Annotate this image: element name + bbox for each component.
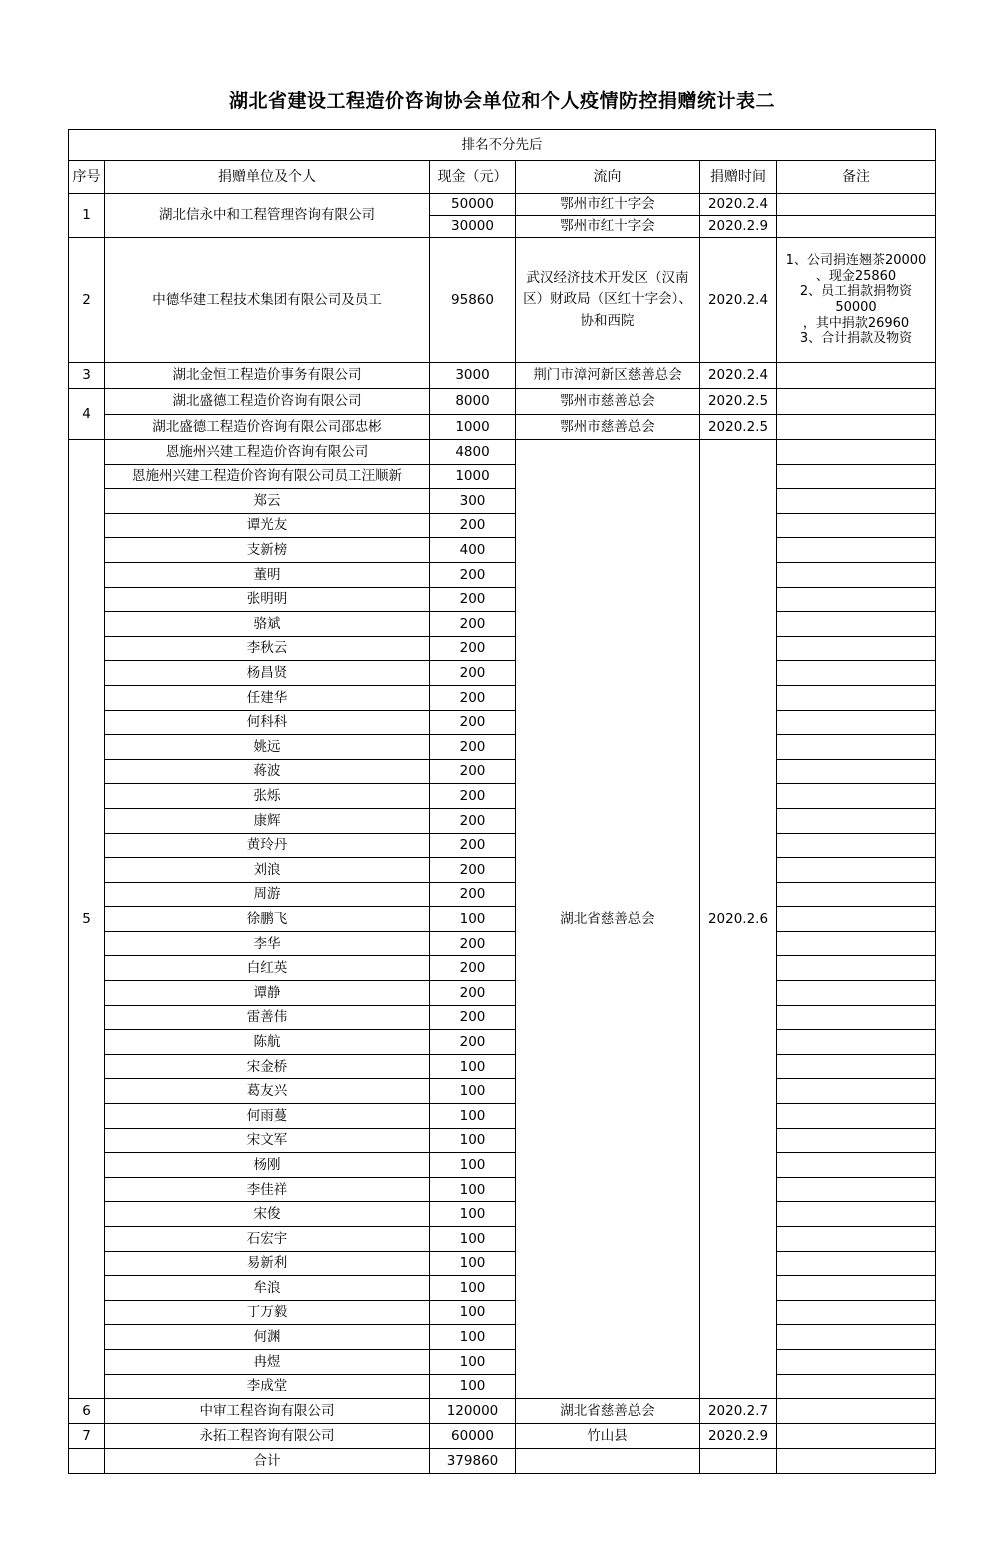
banner-row (69, 130, 936, 161)
donor-cell: 何科科 (105, 710, 430, 735)
remark-cell (777, 833, 936, 858)
table-row (69, 882, 936, 907)
donor-cell: 徐鹏飞 (105, 907, 430, 932)
table-row (69, 1104, 936, 1129)
donor-cell: 湖北盛德工程造价咨询有限公司 (105, 389, 430, 415)
remark-cell (777, 415, 936, 440)
remark-cell (777, 1300, 936, 1325)
cash-cell: 200 (430, 981, 516, 1006)
cash-cell: 100 (430, 1374, 516, 1399)
cash-cell: 4800 (430, 440, 516, 465)
table-row (69, 238, 936, 363)
date-cell (700, 1449, 777, 1474)
table-row (69, 194, 936, 216)
remark-line: 50000 (835, 300, 877, 315)
cash-cell: 200 (430, 833, 516, 858)
header-row (69, 161, 936, 194)
remark-cell (777, 759, 936, 784)
donation-table (68, 129, 936, 1474)
donor-cell: 李成堂 (105, 1374, 430, 1399)
remark-cell (777, 1079, 936, 1104)
donor-cell: 董明 (105, 562, 430, 587)
donor-cell: 骆斌 (105, 612, 430, 637)
remark-cell (777, 1030, 936, 1055)
remark-cell (777, 808, 936, 833)
donor-cell: 湖北盛德工程造价咨询有限公司邵忠彬 (105, 415, 430, 440)
donor-cell: 张烁 (105, 784, 430, 809)
date-cell: 2020.2.6 (700, 440, 777, 1399)
remark-cell (777, 1104, 936, 1129)
donor-cell: 刘浪 (105, 858, 430, 883)
donor-cell: 姚远 (105, 735, 430, 760)
destination-cell: 湖北省慈善总会 (516, 440, 700, 1399)
table-row (69, 1227, 936, 1252)
table-row (69, 440, 936, 465)
destination-cell: 鄂州市慈善总会 (516, 389, 700, 415)
seq-cell: 3 (69, 363, 105, 389)
table-row (69, 981, 936, 1006)
cash-cell: 95860 (430, 238, 516, 363)
cash-cell: 100 (430, 1054, 516, 1079)
cash-cell: 100 (430, 1251, 516, 1276)
destination-cell: 荆门市漳河新区慈善总会 (516, 363, 700, 389)
remark-cell (777, 389, 936, 415)
table-row (69, 1399, 936, 1424)
remark-cell (777, 882, 936, 907)
table-row (69, 858, 936, 883)
remark-cell (777, 1424, 936, 1449)
table-row (69, 1054, 936, 1079)
cash-cell: 200 (430, 636, 516, 661)
remark-cell (777, 562, 936, 587)
table-row (69, 956, 936, 981)
seq-cell: 4 (69, 389, 105, 440)
cash-cell: 200 (430, 513, 516, 538)
remark-cell (777, 1005, 936, 1030)
remark-cell (777, 1449, 936, 1474)
remark-cell (777, 440, 936, 465)
remark-line: 1、公司捐连翘茶20000 (785, 253, 927, 269)
cash-cell: 100 (430, 1276, 516, 1301)
table-row (69, 759, 936, 784)
cash-cell: 100 (430, 1128, 516, 1153)
donor-cell: 陈航 (105, 1030, 430, 1055)
remark-cell (777, 1325, 936, 1350)
cash-cell: 200 (430, 735, 516, 760)
donor-cell: 何渊 (105, 1325, 430, 1350)
table-row (69, 363, 936, 389)
donor-cell: 雷善伟 (105, 1005, 430, 1030)
table-row (69, 562, 936, 587)
cash-cell: 1000 (430, 415, 516, 440)
cash-cell: 100 (430, 907, 516, 932)
table-row (69, 1251, 936, 1276)
destination-cell: 竹山县 (516, 1424, 700, 1449)
header-seq: 序号 (69, 161, 105, 194)
table-row (69, 1374, 936, 1399)
table-row (69, 1005, 936, 1030)
remark-cell (777, 238, 936, 363)
cash-cell: 400 (430, 538, 516, 563)
cash-cell: 100 (430, 1153, 516, 1178)
table-row (69, 612, 936, 637)
cash-cell: 100 (430, 1325, 516, 1350)
cash-cell: 200 (430, 612, 516, 637)
remark-cell (777, 1251, 936, 1276)
cash-cell: 200 (430, 931, 516, 956)
cash-cell: 100 (430, 1202, 516, 1227)
donor-cell: 宋金桥 (105, 1054, 430, 1079)
header-remark: 备注 (777, 161, 936, 194)
table-row (69, 833, 936, 858)
table-row (69, 513, 936, 538)
cash-cell: 1000 (430, 464, 516, 489)
page-title: 湖北省建设工程造价咨询协会单位和个人疫情防控捐赠统计表二 (228, 90, 775, 112)
destination-cell (516, 1449, 700, 1474)
donor-cell: 李华 (105, 931, 430, 956)
remark-line: ，其中捐款26960 (802, 315, 910, 331)
cash-cell: 200 (430, 808, 516, 833)
donor-cell: 李佳祥 (105, 1177, 430, 1202)
seq-cell: 6 (69, 1399, 105, 1424)
donor-cell: 蒋波 (105, 759, 430, 784)
table-row (69, 931, 936, 956)
donor-cell: 周游 (105, 882, 430, 907)
cash-cell: 200 (430, 759, 516, 784)
donor-cell: 黄玲丹 (105, 833, 430, 858)
table-row (69, 1153, 936, 1178)
table-row (69, 1128, 936, 1153)
header-date: 捐赠时间 (700, 161, 777, 194)
donor-cell: 宋文军 (105, 1128, 430, 1153)
destination-cell: 湖北省慈善总会 (516, 1399, 700, 1424)
cash-cell: 200 (430, 685, 516, 710)
donor-cell: 郑云 (105, 489, 430, 514)
remark-cell (777, 1399, 936, 1424)
donor-cell: 中德华建工程技术集团有限公司及员工 (105, 238, 430, 363)
cash-cell: 200 (430, 562, 516, 587)
donor-cell: 丁万毅 (105, 1300, 430, 1325)
donor-cell: 易新利 (105, 1251, 430, 1276)
table-row (69, 1300, 936, 1325)
remark-cell (777, 661, 936, 686)
date-cell: 2020.2.7 (700, 1399, 777, 1424)
cash-cell: 200 (430, 710, 516, 735)
header-donor: 捐赠单位及个人 (105, 161, 430, 194)
remark-cell (777, 216, 936, 238)
remark-cell (777, 784, 936, 809)
cash-cell: 50000 (430, 194, 516, 216)
remark-cell (777, 907, 936, 932)
destination-cell: 鄂州市红十字会 (516, 194, 700, 216)
donor-cell: 湖北金恒工程造价事务有限公司 (105, 363, 430, 389)
cash-cell: 100 (430, 1177, 516, 1202)
donor-cell: 李秋云 (105, 636, 430, 661)
cash-cell: 200 (430, 661, 516, 686)
remark-cell (777, 1202, 936, 1227)
remark-cell (777, 931, 936, 956)
table-row (69, 784, 936, 809)
date-cell: 2020.2.4 (700, 363, 777, 389)
date-cell: 2020.2.5 (700, 415, 777, 440)
header-destination: 流向 (516, 161, 700, 194)
table-row (69, 1202, 936, 1227)
table-row (69, 415, 936, 440)
seq-cell (69, 1449, 105, 1474)
donor-cell: 永拓工程咨询有限公司 (105, 1424, 430, 1449)
donor-cell: 谭静 (105, 981, 430, 1006)
remark-cell (777, 735, 936, 760)
table-row (69, 1177, 936, 1202)
donor-cell: 牟浪 (105, 1276, 430, 1301)
table-row (69, 489, 936, 514)
cash-cell: 100 (430, 1079, 516, 1104)
cash-cell: 200 (430, 956, 516, 981)
date-cell: 2020.2.4 (700, 194, 777, 216)
cash-cell: 200 (430, 1005, 516, 1030)
remark-cell (777, 1153, 936, 1178)
remark-cell (777, 981, 936, 1006)
remark-cell (777, 858, 936, 883)
table-row (69, 636, 936, 661)
cash-cell: 100 (430, 1227, 516, 1252)
cash-cell: 200 (430, 882, 516, 907)
remark-cell (777, 464, 936, 489)
date-cell: 2020.2.4 (700, 238, 777, 363)
total-label: 合计 (105, 1449, 430, 1474)
remark-cell (777, 1227, 936, 1252)
cash-cell: 200 (430, 587, 516, 612)
destination-cell: 武汉经济技术开发区（汉南区）财政局（区红十字会）、协和西院 (516, 238, 700, 363)
cash-cell: 200 (430, 858, 516, 883)
destination-cell: 鄂州市慈善总会 (516, 415, 700, 440)
donor-cell: 康辉 (105, 808, 430, 833)
table-row (69, 1030, 936, 1055)
table-row (69, 907, 936, 932)
seq-cell: 5 (69, 440, 105, 1399)
donor-cell: 湖北信永中和工程管理咨询有限公司 (105, 194, 430, 238)
table-row (69, 1079, 936, 1104)
remark-cell (777, 612, 936, 637)
remark-cell (777, 1128, 936, 1153)
cash-cell: 100 (430, 1349, 516, 1374)
cash-cell: 100 (430, 1300, 516, 1325)
donor-cell: 葛友兴 (105, 1079, 430, 1104)
table-row (69, 1424, 936, 1449)
remark-cell (777, 489, 936, 514)
cash-cell: 30000 (430, 216, 516, 238)
cash-cell: 60000 (430, 1424, 516, 1449)
table-row (69, 1276, 936, 1301)
donor-cell: 支新榜 (105, 538, 430, 563)
remark-line: 、现金25860 (815, 268, 897, 284)
table-row (69, 710, 936, 735)
date-cell: 2020.2.9 (700, 1424, 777, 1449)
seq-cell: 7 (69, 1424, 105, 1449)
cash-cell: 200 (430, 784, 516, 809)
remark-line: 2、员工捐款捐物资 (799, 284, 913, 300)
cash-cell: 120000 (430, 1399, 516, 1424)
total-row (69, 1449, 936, 1474)
remark-cell (777, 956, 936, 981)
cash-cell: 8000 (430, 389, 516, 415)
banner-cell: 排名不分先后 (69, 130, 936, 161)
remark-cell (777, 1349, 936, 1374)
remark-line: 3、合计捐款及物资 (799, 331, 913, 347)
table-row (69, 464, 936, 489)
donor-cell: 何雨蔓 (105, 1104, 430, 1129)
remark-cell (777, 1374, 936, 1399)
cash-cell: 3000 (430, 363, 516, 389)
donor-cell: 杨刚 (105, 1153, 430, 1178)
table-row (69, 587, 936, 612)
donor-cell: 石宏宇 (105, 1227, 430, 1252)
table-row (69, 808, 936, 833)
remark-cell (777, 513, 936, 538)
cash-cell: 100 (430, 1104, 516, 1129)
table-row (69, 1349, 936, 1374)
remark-cell (777, 1177, 936, 1202)
remark-cell (777, 538, 936, 563)
remark-cell (777, 194, 936, 216)
table-row (69, 735, 936, 760)
table-row (69, 661, 936, 686)
remark-cell (777, 1276, 936, 1301)
total-cash: 379860 (430, 1449, 516, 1474)
donor-cell: 宋俊 (105, 1202, 430, 1227)
date-cell: 2020.2.9 (700, 216, 777, 238)
header-cash: 现金（元） (430, 161, 516, 194)
donor-cell: 张明明 (105, 587, 430, 612)
table-row (69, 389, 936, 415)
remark-cell (777, 363, 936, 389)
seq-cell: 1 (69, 194, 105, 238)
cash-cell: 200 (430, 1030, 516, 1055)
table-body (69, 130, 936, 1474)
donor-cell: 杨昌贤 (105, 661, 430, 686)
donor-cell: 任建华 (105, 685, 430, 710)
remark-cell (777, 587, 936, 612)
donor-cell: 谭光友 (105, 513, 430, 538)
seq-cell: 2 (69, 238, 105, 363)
table-row (69, 538, 936, 563)
table-row (69, 1325, 936, 1350)
table-row (69, 685, 936, 710)
donor-cell: 中审工程咨询有限公司 (105, 1399, 430, 1424)
remark-cell (777, 1054, 936, 1079)
destination-cell: 鄂州市红十字会 (516, 216, 700, 238)
date-cell: 2020.2.5 (700, 389, 777, 415)
remark-cell (777, 685, 936, 710)
remark-cell (777, 636, 936, 661)
cash-cell: 300 (430, 489, 516, 514)
remark-cell (777, 710, 936, 735)
donor-cell: 恩施州兴建工程造价咨询有限公司员工汪顺新 (105, 464, 430, 489)
donor-cell: 冉煜 (105, 1349, 430, 1374)
donor-cell: 恩施州兴建工程造价咨询有限公司 (105, 440, 430, 465)
donor-cell: 白红英 (105, 956, 430, 981)
